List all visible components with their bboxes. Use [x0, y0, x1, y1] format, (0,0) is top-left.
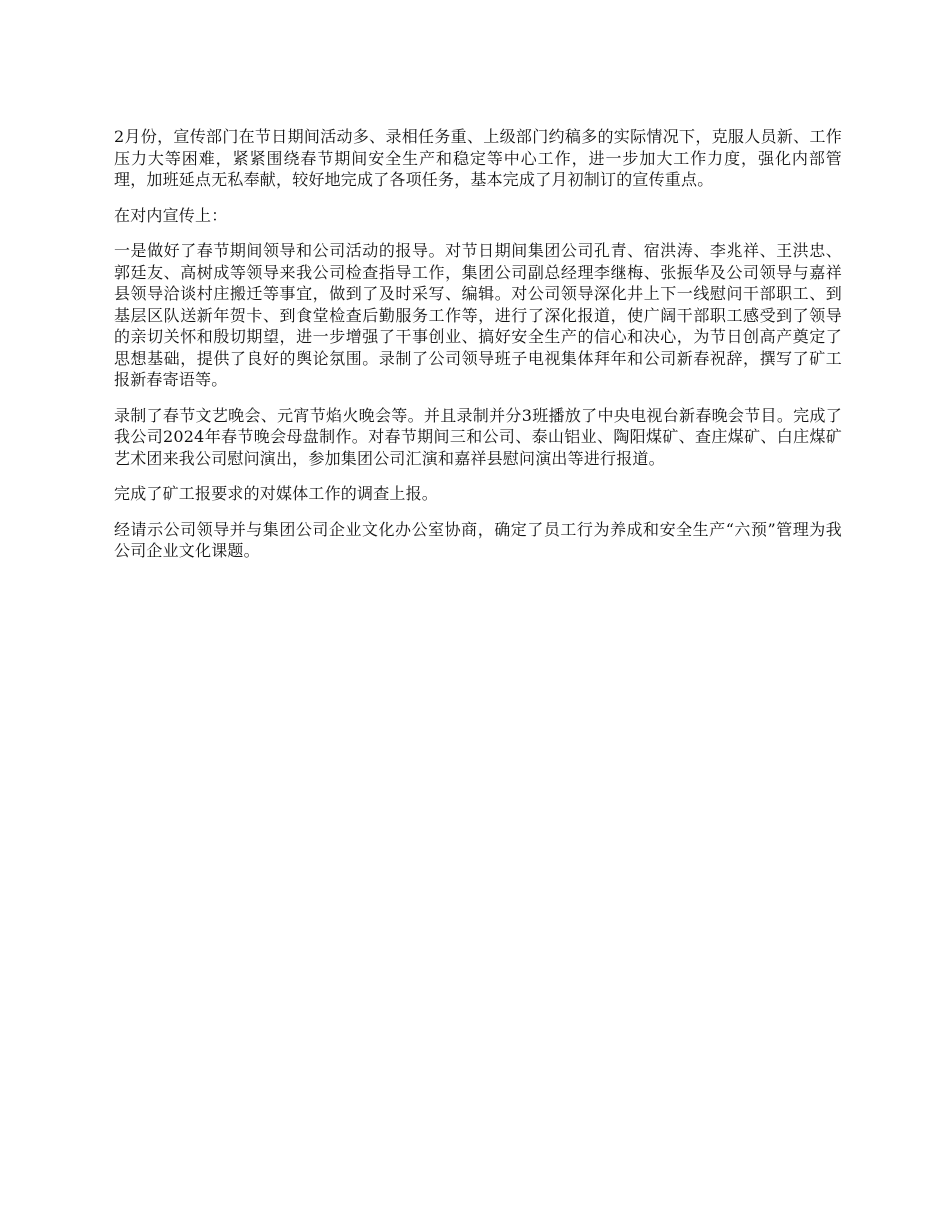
- paragraph-gala-recording: 录制了春节文艺晚会、元宵节焰火晚会等。并且录制并分3班播放了中央电视台新春晚会节目。完成了我公司2024年春节晚会母盘制作。对春节期间三和公司、泰山铝业、陶阳煤矿、查庄煤矿、白庄煤矿艺术团来我公司慰问演出，参加集团公司汇演和嘉祥县慰问演出等进行报道。: [114, 405, 842, 468]
- paragraph-summary: 2月份，宣传部门在节日期间活动多、录相任务重、上级部门约稿多的实际情况下，克服人员新、工作压力大等困难，紧紧围绕春节期间安全生产和稳定等中心工作，进一步加大工作力度，强化内部管理，加班延点无私奉献，较好地完成了各项任务，基本完成了月初制订的宣传重点。: [114, 127, 842, 189]
- paragraph-internal-heading: 在对内宣传上：: [114, 205, 228, 225]
- paragraph-leadership-reporting: 一是做好了春节期间领导和公司活动的报导。对节日期间集团公司孔青、宿洪涛、李兆祥、王洪忠、郭廷友、高树成等领导来我公司检查指导工作，集团公司副总经理李继梅、张振华及公司领导与嘉祥县领导洽谈村庄搬迁等事宜，做到了及时采写、编辑。对公司领导深化井上下一线慰问干部职工、到基层区队送新年贺卡、到食堂检查后勤服务工作等，进行了深化报道，使广阔干部职工感受到了领导的亲切关怀和殷切期望，进一步增强了干事创业、搞好安全生产的信心和决心，为节日创高产奠定了思想基础，提供了良好的舆论氛围。录制了公司领导班子电视集体拜年和公司新春祝辞，撰写了矿工报新春寄语等。: [114, 241, 842, 389]
- paragraph-corporate-culture: 经请示公司领导并与集团公司企业文化办公室协商，确定了员工行为养成和安全生产“六预”管理为我公司企业文化课题。: [114, 519, 842, 560]
- document-body: [114, 126, 842, 576]
- paragraph-media-survey: 完成了矿工报要求的对媒体工作的调查上报。: [114, 484, 439, 503]
